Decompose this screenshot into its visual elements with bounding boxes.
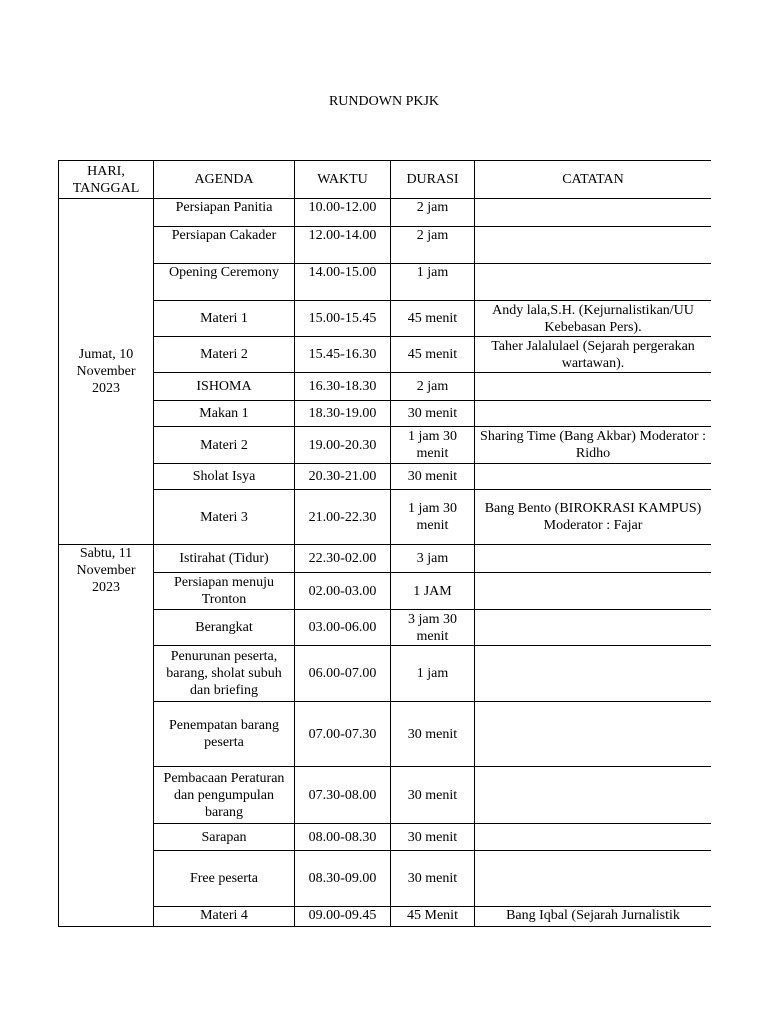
catatan-cell xyxy=(475,573,712,610)
durasi-cell: 30 menit xyxy=(391,464,475,490)
catatan-cell xyxy=(475,702,712,767)
durasi-cell: 1 jam xyxy=(391,646,475,702)
catatan-cell xyxy=(475,824,712,851)
catatan-cell xyxy=(475,545,712,573)
durasi-cell: 45 menit xyxy=(391,301,475,337)
day-cell-friday: Jumat, 10 November 2023 xyxy=(59,199,154,545)
agenda-cell: Sholat Isya xyxy=(154,464,295,490)
waktu-cell: 15.45-16.30 xyxy=(295,337,391,373)
waktu-cell: 07.00-07.30 xyxy=(295,702,391,767)
waktu-cell: 18.30-19.00 xyxy=(295,401,391,427)
header-durasi: DURASI xyxy=(391,161,475,199)
catatan-cell xyxy=(475,646,712,702)
table-row xyxy=(59,824,712,851)
agenda-cell: Penurunan peserta, barang, sholat subuh dan briefing xyxy=(154,646,295,702)
table-header-row xyxy=(59,161,712,199)
catatan-cell xyxy=(475,199,712,227)
day-cell-saturday: Sabtu, 11 November 2023 xyxy=(59,545,154,928)
agenda-cell: Istirahat (Tidur) xyxy=(154,545,295,573)
waktu-cell: 19.00-20.30 xyxy=(295,427,391,464)
catatan-cell xyxy=(475,767,712,824)
waktu-cell: 02.00-03.00 xyxy=(295,573,391,610)
waktu-cell: 16.30-18.30 xyxy=(295,373,391,401)
table-row xyxy=(59,610,712,646)
waktu-cell: 09.00-09.45 xyxy=(295,907,391,928)
durasi-cell: 1 jam 30 menit xyxy=(391,427,475,464)
catatan-cell xyxy=(475,227,712,264)
table-row xyxy=(59,427,712,464)
agenda-cell: Materi 2 xyxy=(154,337,295,373)
agenda-cell: ISHOMA xyxy=(154,373,295,401)
durasi-cell: 3 jam xyxy=(391,545,475,573)
agenda-cell: Materi 4 xyxy=(154,907,295,928)
waktu-cell: 08.30-09.00 xyxy=(295,851,391,907)
durasi-cell: 1 jam 30 menit xyxy=(391,490,475,545)
durasi-cell: 30 menit xyxy=(391,401,475,427)
waktu-cell: 03.00-06.00 xyxy=(295,610,391,646)
durasi-cell: 30 menit xyxy=(391,767,475,824)
agenda-cell: Free peserta xyxy=(154,851,295,907)
waktu-cell: 20.30-21.00 xyxy=(295,464,391,490)
table-row xyxy=(59,907,712,928)
table-row xyxy=(59,851,712,907)
table-row xyxy=(59,573,712,610)
waktu-cell: 14.00-15.00 xyxy=(295,264,391,301)
agenda-cell: Pembacaan Peraturan dan pengumpulan barang xyxy=(154,767,295,824)
waktu-cell: 22.30-02.00 xyxy=(295,545,391,573)
table-row xyxy=(59,464,712,490)
catatan-cell: Taher Jalalulael (Sejarah pergerakan wartawan). xyxy=(475,337,712,373)
header-waktu: WAKTU xyxy=(295,161,391,199)
agenda-cell: Makan 1 xyxy=(154,401,295,427)
waktu-cell: 15.00-15.45 xyxy=(295,301,391,337)
catatan-cell xyxy=(475,610,712,646)
catatan-cell xyxy=(475,373,712,401)
catatan-cell xyxy=(475,264,712,301)
agenda-cell: Penempatan barang peserta xyxy=(154,702,295,767)
durasi-cell: 2 jam xyxy=(391,227,475,264)
waktu-cell: 21.00-22.30 xyxy=(295,490,391,545)
catatan-cell xyxy=(475,401,712,427)
agenda-cell: Materi 1 xyxy=(154,301,295,337)
durasi-cell: 2 jam xyxy=(391,199,475,227)
durasi-cell: 1 jam xyxy=(391,264,475,301)
durasi-cell: 30 menit xyxy=(391,824,475,851)
table-row xyxy=(59,227,712,264)
agenda-cell: Persiapan Cakader xyxy=(154,227,295,264)
document-title: RUNDOWN PKJK xyxy=(328,94,440,109)
table-row xyxy=(59,301,712,337)
header-hari-tanggal: HARI, TANGGAL xyxy=(59,161,154,199)
catatan-cell: Bang Iqbal (Sejarah Jurnalistik xyxy=(475,907,712,928)
header-agenda: AGENDA xyxy=(154,161,295,199)
durasi-cell: 2 jam xyxy=(391,373,475,401)
agenda-cell: Persiapan menuju Tronton xyxy=(154,573,295,610)
durasi-cell: 3 jam 30 menit xyxy=(391,610,475,646)
table-row xyxy=(59,264,712,301)
catatan-cell: Sharing Time (Bang Akbar) Moderator : Ridho xyxy=(475,427,712,464)
agenda-cell: Opening Ceremony xyxy=(154,264,295,301)
table-row xyxy=(59,373,712,401)
durasi-cell: 30 menit xyxy=(391,851,475,907)
waktu-cell: 06.00-07.00 xyxy=(295,646,391,702)
waktu-cell: 12.00-14.00 xyxy=(295,227,391,264)
waktu-cell: 07.30-08.00 xyxy=(295,767,391,824)
catatan-cell: Bang Bento (BIROKRASI KAMPUS) Moderator : Fajar xyxy=(475,490,712,545)
catatan-cell xyxy=(475,464,712,490)
catatan-cell xyxy=(475,851,712,907)
agenda-cell: Materi 2 xyxy=(154,427,295,464)
durasi-cell: 1 JAM xyxy=(391,573,475,610)
durasi-cell: 30 menit xyxy=(391,702,475,767)
agenda-cell: Persiapan Panitia xyxy=(154,199,295,227)
table-row xyxy=(59,545,712,573)
agenda-cell: Berangkat xyxy=(154,610,295,646)
header-catatan: CATATAN xyxy=(475,161,712,199)
rundown-table xyxy=(58,160,711,927)
rundown-table-container xyxy=(58,160,711,927)
waktu-cell: 10.00-12.00 xyxy=(295,199,391,227)
table-row xyxy=(59,490,712,545)
catatan-cell: Andy lala,S.H. (Kejurnalistikan/UU Kebebasan Pers). xyxy=(475,301,712,337)
table-row xyxy=(59,199,712,227)
agenda-cell: Materi 3 xyxy=(154,490,295,545)
table-row xyxy=(59,401,712,427)
table-row xyxy=(59,337,712,373)
table-row xyxy=(59,702,712,767)
durasi-cell: 45 menit xyxy=(391,337,475,373)
table-row xyxy=(59,646,712,702)
table-row xyxy=(59,767,712,824)
waktu-cell: 08.00-08.30 xyxy=(295,824,391,851)
durasi-cell: 45 Menit xyxy=(391,907,475,928)
agenda-cell: Sarapan xyxy=(154,824,295,851)
